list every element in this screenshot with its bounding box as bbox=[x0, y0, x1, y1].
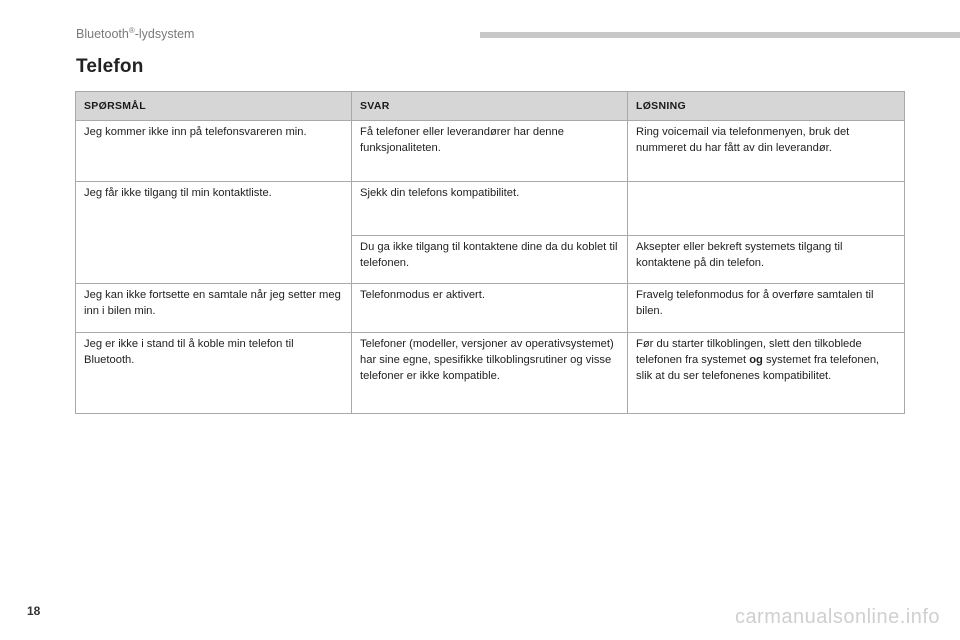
faq-table bbox=[75, 91, 905, 414]
page-number: 18 bbox=[27, 604, 41, 618]
column-header-question: SPØRSMÅL bbox=[76, 92, 352, 121]
solution-cell: Fravelg telefonmodus for å overføre samtalen til bilen. bbox=[628, 284, 905, 333]
answer-cell: Sjekk din telefons kompatibilitet. bbox=[352, 182, 628, 236]
column-header-answer: SVAR bbox=[352, 92, 628, 121]
question-cell: Jeg er ikke i stand til å koble min telefon til Bluetooth. bbox=[76, 333, 352, 414]
question-cell: Jeg kan ikke fortsette en samtale når jeg setter meg inn i bilen min. bbox=[76, 284, 352, 333]
answer-cell: Telefoner (modeller, versjoner av operativsystemet) har sine egne, spesifikke tilkoblingsrutiner og visse telefoner er ikke kompatible. bbox=[352, 333, 628, 414]
table-row bbox=[76, 121, 905, 182]
header-divider-bar bbox=[480, 32, 960, 38]
page-title: Telefon bbox=[76, 56, 144, 77]
table-row bbox=[76, 284, 905, 333]
section-title: Bluetooth®-lydsystem bbox=[76, 26, 195, 42]
solution-cell: Før du starter tilkoblingen, slett den tilkoblede telefonen fra systemet og systemet fra telefonen, slik at du ser telefonenes kompatibilitet. bbox=[628, 333, 905, 414]
table-row bbox=[76, 333, 905, 414]
table-row bbox=[76, 182, 905, 236]
solution-cell bbox=[628, 182, 905, 236]
solution-cell: Ring voicemail via telefonmenyen, bruk det nummeret du har fått av din leverandør. bbox=[628, 121, 905, 182]
solution-cell: Aksepter eller bekreft systemets tilgang til kontaktene på din telefon. bbox=[628, 236, 905, 284]
watermark: carmanualsonline.info bbox=[734, 606, 940, 628]
table-header-row bbox=[76, 92, 905, 121]
answer-cell: Telefonmodus er aktivert. bbox=[352, 284, 628, 333]
answer-cell: Du ga ikke tilgang til kontaktene dine da du koblet til telefonen. bbox=[352, 236, 628, 284]
answer-cell: Få telefoner eller leverandører har denne funksjonaliteten. bbox=[352, 121, 628, 182]
question-cell: Jeg får ikke tilgang til min kontaktliste. bbox=[76, 182, 352, 284]
question-cell: Jeg kommer ikke inn på telefonsvareren min. bbox=[76, 121, 352, 182]
column-header-solution: LØSNING bbox=[628, 92, 905, 121]
